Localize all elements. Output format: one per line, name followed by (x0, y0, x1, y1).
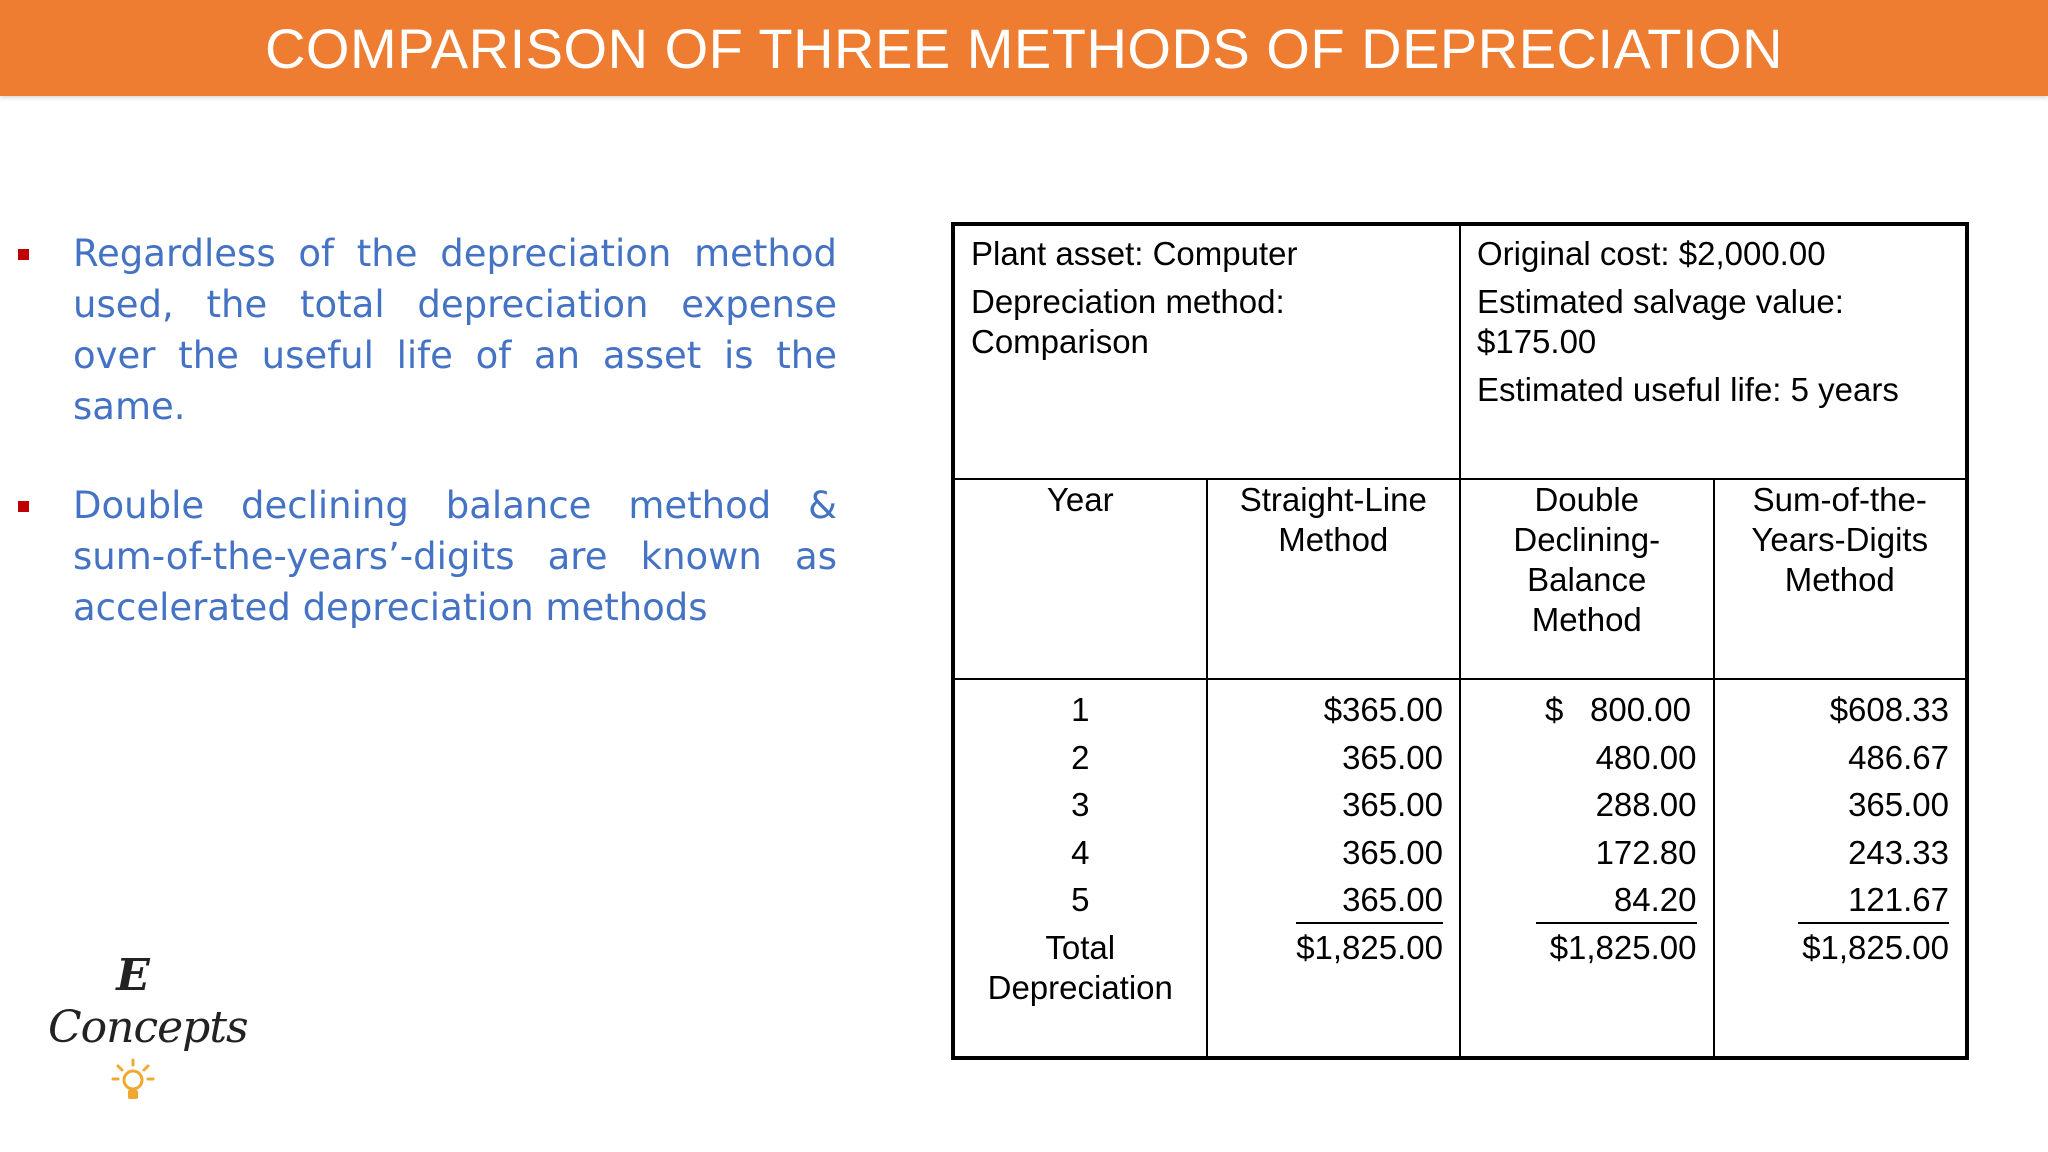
values-row (953, 679, 1967, 1058)
value-cell (1461, 686, 1697, 734)
year-cell: 5 (1071, 881, 1090, 918)
value-cell: 288.00 (1595, 786, 1697, 823)
year-column (953, 679, 1207, 1058)
value-cell: $365.00 (1323, 691, 1443, 728)
value-cell: 480.00 (1595, 738, 1697, 776)
value-cell-underlined (1715, 876, 1950, 924)
bullet-item (18, 228, 838, 432)
useful-life-text: Estimated useful life: 5 years (1477, 371, 1899, 408)
bullet-list (18, 228, 838, 681)
underlined-value: 365.00 (1296, 878, 1443, 924)
value-cell: 486.67 (1848, 738, 1949, 776)
bullet-marker (18, 501, 29, 512)
currency-sign: $ (1545, 691, 1564, 728)
total-label: Total Depreciation (987, 928, 1173, 1006)
year-cell: 2 (1071, 738, 1090, 776)
header-year: Year (953, 479, 1207, 679)
logo-line-1: E (116, 950, 150, 1001)
value-cell-underlined (1208, 876, 1444, 924)
logo-line-2: Concepts (48, 1002, 248, 1053)
value-cell: 172.80 (1595, 833, 1697, 871)
bullet-marker (18, 249, 29, 260)
value-cell: $608.33 (1829, 691, 1949, 728)
bullet-item (18, 480, 838, 633)
asset-info-cell (953, 224, 1460, 479)
double-declining-column (1460, 679, 1714, 1058)
slide-title-banner (0, 0, 2048, 96)
slide-title: COMPARISON OF THREE METHODS OF DEPRECIATION (264, 16, 1784, 80)
header-sum-of-years: Sum-of-the-Years-Digits Method (1714, 479, 1968, 679)
first-value: 800.00 (1590, 691, 1691, 728)
original-cost-text: Original cost: $2,000.00 (1477, 235, 1826, 272)
salvage-value-text: Estimated salvage value: $175.00 (1477, 283, 1844, 360)
value-cell-underlined (1461, 876, 1697, 924)
value-cell: 365.00 (1848, 786, 1949, 823)
underlined-value: 121.67 (1798, 878, 1949, 924)
info-row (953, 224, 1967, 479)
value-cell: 243.33 (1848, 833, 1949, 871)
bullet-text: Double declining balance method & sum-of-the-years’-digits are known as accelerated depreciation methods (73, 484, 837, 629)
year-cell: 3 (1071, 786, 1090, 823)
depreciation-method-text: Depreciation method: Comparison (971, 283, 1285, 360)
header-double-declining: Double Declining-Balance Method (1460, 479, 1714, 679)
header-straight-line: Straight-Line Method (1207, 479, 1461, 679)
year-cell: 1 (1071, 691, 1090, 728)
total-value: $1,825.00 (1549, 928, 1697, 966)
plant-asset-text: Plant asset: Computer (971, 235, 1298, 272)
lightbulb-icon (110, 1058, 156, 1104)
total-value: $1,825.00 (1802, 928, 1949, 966)
cost-info-cell (1460, 224, 1967, 479)
header-row (953, 479, 1967, 679)
value-cell: 365.00 (1342, 833, 1443, 871)
sum-of-years-column (1714, 679, 1968, 1058)
value-cell: 365.00 (1342, 786, 1443, 823)
logo (48, 950, 248, 1120)
straight-line-column (1207, 679, 1461, 1058)
depreciation-comparison-table (951, 222, 1969, 1060)
underlined-value: 84.20 (1536, 878, 1697, 924)
year-cell: 4 (1071, 833, 1090, 871)
total-value: $1,825.00 (1296, 928, 1443, 966)
value-cell: 365.00 (1342, 738, 1443, 776)
bullet-text: Regardless of the depreciation method used, the total depreciation expense over the useful life of an asset is the same. (73, 232, 837, 428)
